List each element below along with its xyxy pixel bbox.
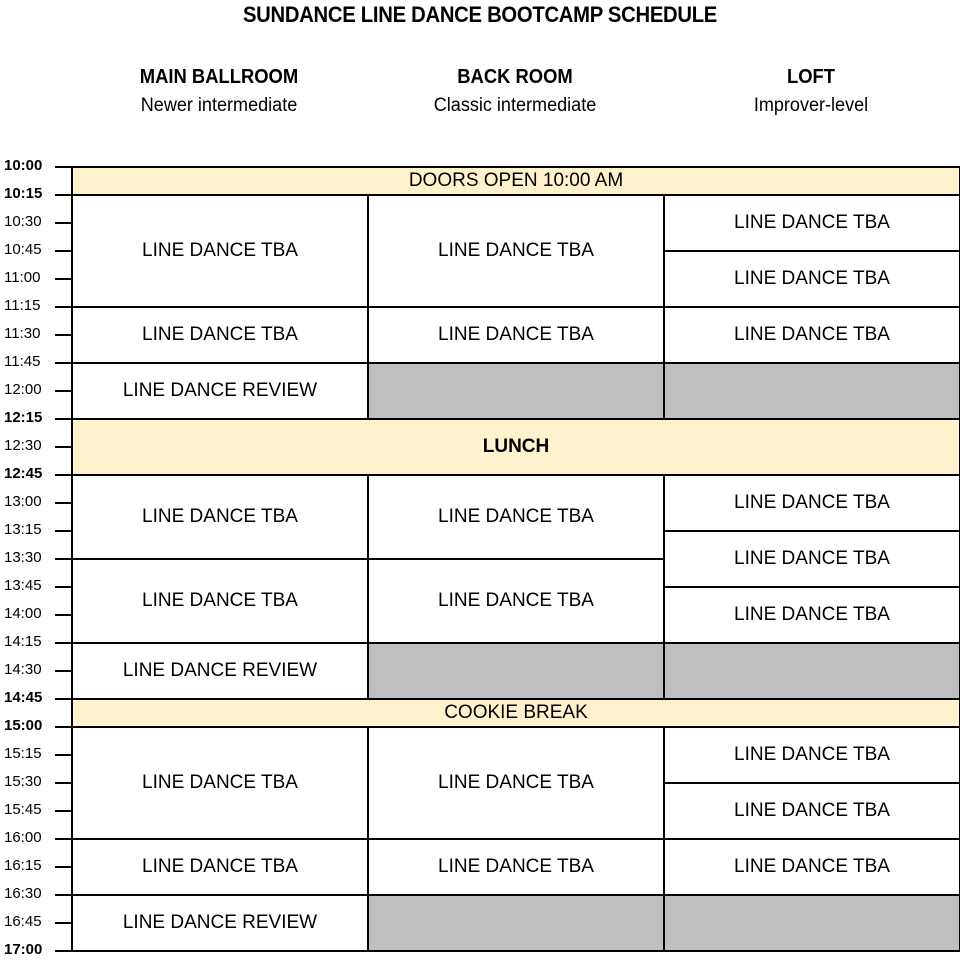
session-block [71,306,369,364]
time-tick [55,558,72,560]
time-label: 16:30 [4,885,42,902]
time-label: 12:45 [4,465,43,482]
time-tick [55,362,72,364]
block-label: LINE DANCE TBA [734,800,890,821]
time-label: 11:00 [4,269,41,286]
block-label: LINE DANCE TBA [438,240,594,261]
session-block [367,838,665,896]
session-block [663,530,960,588]
time-label: 12:00 [4,381,42,398]
time-label: 10:15 [4,185,43,202]
time-tick [55,334,72,336]
block-label: LINE DANCE TBA [438,324,594,345]
block-label: LINE DANCE REVIEW [122,380,318,401]
block-label: LINE DANCE TBA [142,324,298,345]
block-label: LINE DANCE TBA [734,212,890,233]
time-tick [55,306,72,308]
time-label: 14:15 [4,633,42,650]
room-level: Newer intermediate [140,95,298,116]
session-block [663,726,960,784]
session-block [71,642,369,700]
session-block [663,838,960,896]
block-label: LINE DANCE REVIEW [122,912,318,933]
room-level: Classic intermediate [433,95,597,116]
block-label: LUNCH [482,436,550,457]
time-label: 17:00 [4,941,43,958]
empty-slot [663,642,960,700]
block-label: LINE DANCE TBA [734,324,890,345]
empty-slot [663,362,960,420]
time-label: 11:45 [4,353,41,370]
time-tick [55,838,72,840]
time-tick [55,726,72,728]
session-block [663,306,960,364]
room-level: Improver-level [753,95,869,116]
room-header-main-ballroom [71,66,367,117]
block-label: LINE DANCE TBA [734,268,890,289]
time-tick [55,894,72,896]
time-tick [55,194,72,196]
time-label: 12:15 [4,409,43,426]
time-tick [55,222,72,224]
time-label: 10:45 [4,241,42,258]
time-tick [55,698,72,700]
room-name: BACK ROOM [457,66,573,88]
time-tick [55,642,72,644]
time-tick [55,474,72,476]
block-label: LINE DANCE TBA [438,856,594,877]
block-label: LINE DANCE TBA [438,590,594,611]
time-tick [55,250,72,252]
session-block [71,894,369,952]
time-label: 14:30 [4,661,42,678]
session-block [367,194,665,308]
time-label: 14:00 [4,605,42,622]
time-label: 13:30 [4,549,42,566]
empty-slot [663,894,960,952]
session-block [71,558,369,644]
session-block [663,782,960,840]
time-label: 13:00 [4,493,42,510]
block-label: LINE DANCE TBA [734,492,890,513]
break-block [71,418,960,476]
block-label: COOKIE BREAK [444,702,588,723]
page-title: SUNDANCE LINE DANCE BOOTCAMP SCHEDULE [242,2,718,27]
block-label: LINE DANCE TBA [142,240,298,261]
time-tick [55,614,72,616]
time-tick [55,754,72,756]
time-label: 16:45 [4,913,42,930]
time-tick [55,166,72,168]
room-header-back-room [367,66,663,117]
time-tick [55,810,72,812]
block-label: LINE DANCE TBA [438,506,594,527]
block-label: LINE DANCE TBA [734,744,890,765]
break-block [71,166,960,196]
session-block [71,726,369,840]
time-label: 16:00 [4,829,42,846]
time-label: 10:30 [4,213,42,230]
session-block [367,474,665,560]
time-tick [55,670,72,672]
block-label: LINE DANCE TBA [734,604,890,625]
time-label: 15:45 [4,801,42,818]
time-label: 14:45 [4,689,43,706]
room-name: LOFT [786,66,836,88]
block-label: LINE DANCE TBA [438,772,594,793]
time-tick [55,782,72,784]
room-name: MAIN BALLROOM [139,66,299,88]
time-label: 15:15 [4,745,42,762]
time-tick [55,950,72,952]
session-block [367,306,665,364]
session-block [663,586,960,644]
session-block [663,474,960,532]
room-header-loft [663,66,959,117]
time-tick [55,586,72,588]
block-label: LINE DANCE TBA [142,590,298,611]
time-tick [55,390,72,392]
block-label: LINE DANCE REVIEW [122,660,318,681]
empty-slot [367,894,665,952]
session-block [367,558,665,644]
session-block [71,362,369,420]
block-label: LINE DANCE TBA [734,548,890,569]
block-label: DOORS OPEN 10:00 AM [408,170,624,191]
time-tick [55,866,72,868]
session-block [71,838,369,896]
time-label: 13:45 [4,577,42,594]
time-tick [55,418,72,420]
session-block [71,474,369,560]
empty-slot [367,642,665,700]
time-label: 11:15 [4,297,41,314]
empty-slot [367,362,665,420]
time-tick [55,446,72,448]
time-label: 12:30 [4,437,42,454]
time-tick [55,278,72,280]
session-block [663,194,960,252]
time-tick [55,530,72,532]
break-block [71,698,960,728]
time-label: 15:30 [4,773,42,790]
block-label: LINE DANCE TBA [142,856,298,877]
block-label: LINE DANCE TBA [142,772,298,793]
block-label: LINE DANCE TBA [142,506,298,527]
session-block [367,726,665,840]
time-tick [55,502,72,504]
time-tick [55,922,72,924]
time-label: 16:15 [4,857,42,874]
time-label: 13:15 [4,521,42,538]
time-label: 10:00 [4,157,43,174]
time-label: 15:00 [4,717,43,734]
session-block [663,250,960,308]
time-label: 11:30 [4,325,41,342]
block-label: LINE DANCE TBA [734,856,890,877]
session-block [71,194,369,308]
